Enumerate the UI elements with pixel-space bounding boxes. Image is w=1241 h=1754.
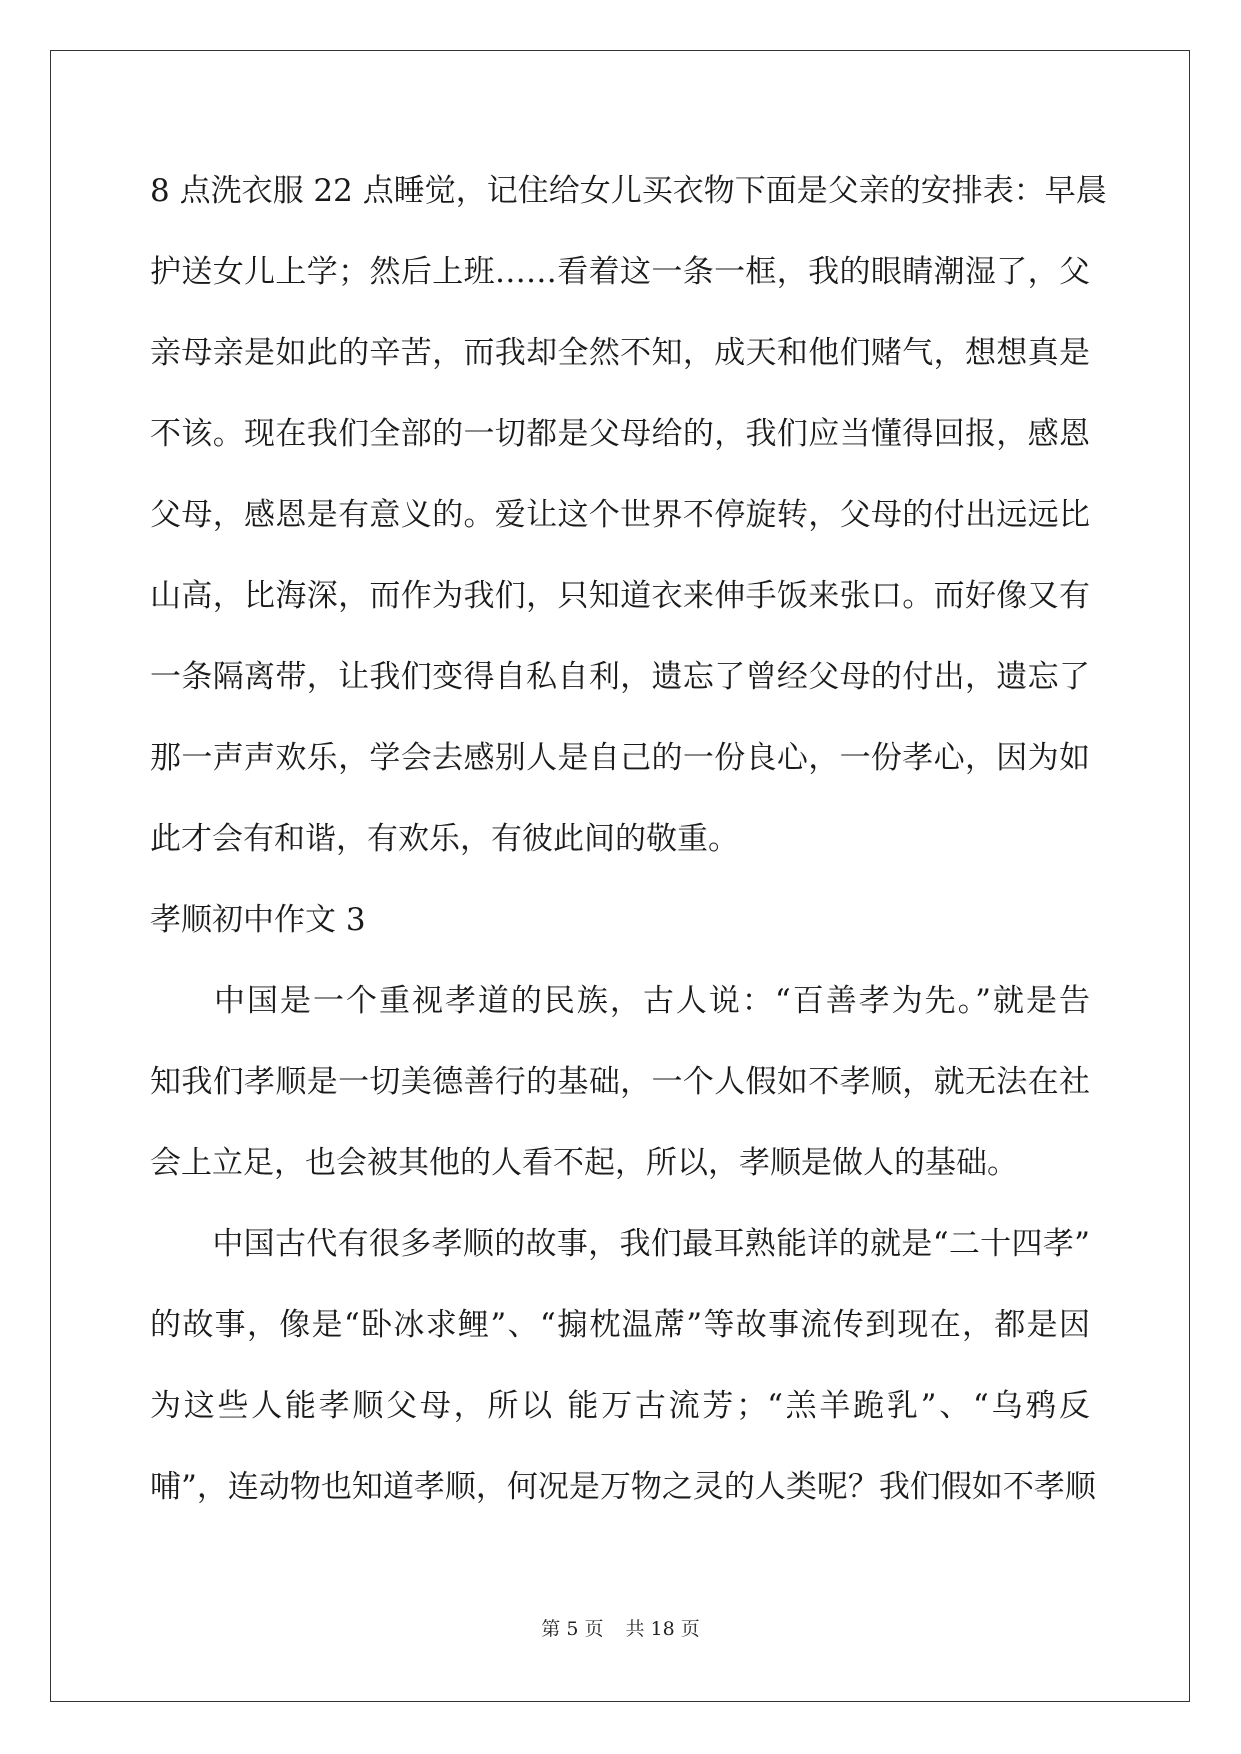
page-number: 第 5 页 bbox=[541, 1618, 604, 1640]
text-line: 亲母亲是如此的辛苦，而我却全然不知，成天和他们赌气，想想真是 bbox=[150, 335, 1090, 371]
text-line: 8 点洗衣服 22 点睡觉，记住给女儿买衣物下面是父亲的安排表：早晨 bbox=[150, 173, 1107, 209]
section-heading: 孝顺初中作文 3 bbox=[150, 902, 366, 938]
document-body bbox=[150, 158, 1107, 1535]
text-line: 知我们孝顺是一切美德善行的基础，一个人假如不孝顺，就无法在社 bbox=[150, 1064, 1090, 1100]
text-line: 会上立足，也会被其他的人看不起，所以，孝顺是做人的基础。 bbox=[150, 1145, 1018, 1181]
text-line: 父母，感恩是有意义的。爱让这个世界不停旋转，父母的付出远远比 bbox=[150, 497, 1090, 533]
text-line: 为这些人能孝顺父母，所以 能万古流芳；“羔羊跪乳”、“乌鸦反 bbox=[150, 1388, 1090, 1424]
text-line: 一条隔离带，让我们变得自私自利，遗忘了曾经父母的付出，遗忘了 bbox=[150, 659, 1090, 695]
text-line: 那一声声欢乐，学会去感别人是自己的一份良心，一份孝心，因为如 bbox=[150, 740, 1090, 776]
paragraph-text: 中国古代有很多孝顺的故事，我们最耳熟能详的就是“二十四孝” bbox=[212, 1226, 1090, 1262]
page-total: 共 18 页 bbox=[625, 1618, 700, 1640]
page-footer bbox=[0, 1614, 1241, 1641]
text-line: 此才会有和谐，有欢乐，有彼此间的敬重。 bbox=[150, 821, 739, 857]
text-line: 哺”，连动物也知道孝顺，何况是万物之灵的人类呢？我们假如不孝顺 bbox=[150, 1469, 1096, 1505]
text-line bbox=[150, 968, 1090, 1049]
paragraph-text: 中国是一个重视孝道的民族，古人说：“百善孝为先。”就是告 bbox=[212, 983, 1090, 1019]
text-line: 山高，比海深，而作为我们，只知道衣来伸手饭来张口。而好像又有 bbox=[150, 578, 1090, 614]
text-line: 的故事，像是“卧冰求鲤”、“搧枕温蓆”等故事流传到现在，都是因 bbox=[150, 1307, 1090, 1343]
text-line: 不该。现在我们全部的一切都是父母给的，我们应当懂得回报，感恩 bbox=[150, 416, 1090, 452]
text-line: 护送女儿上学；然后上班……看着这一条一框，我的眼睛潮湿了，父 bbox=[150, 254, 1090, 290]
text-line bbox=[150, 1211, 1090, 1292]
